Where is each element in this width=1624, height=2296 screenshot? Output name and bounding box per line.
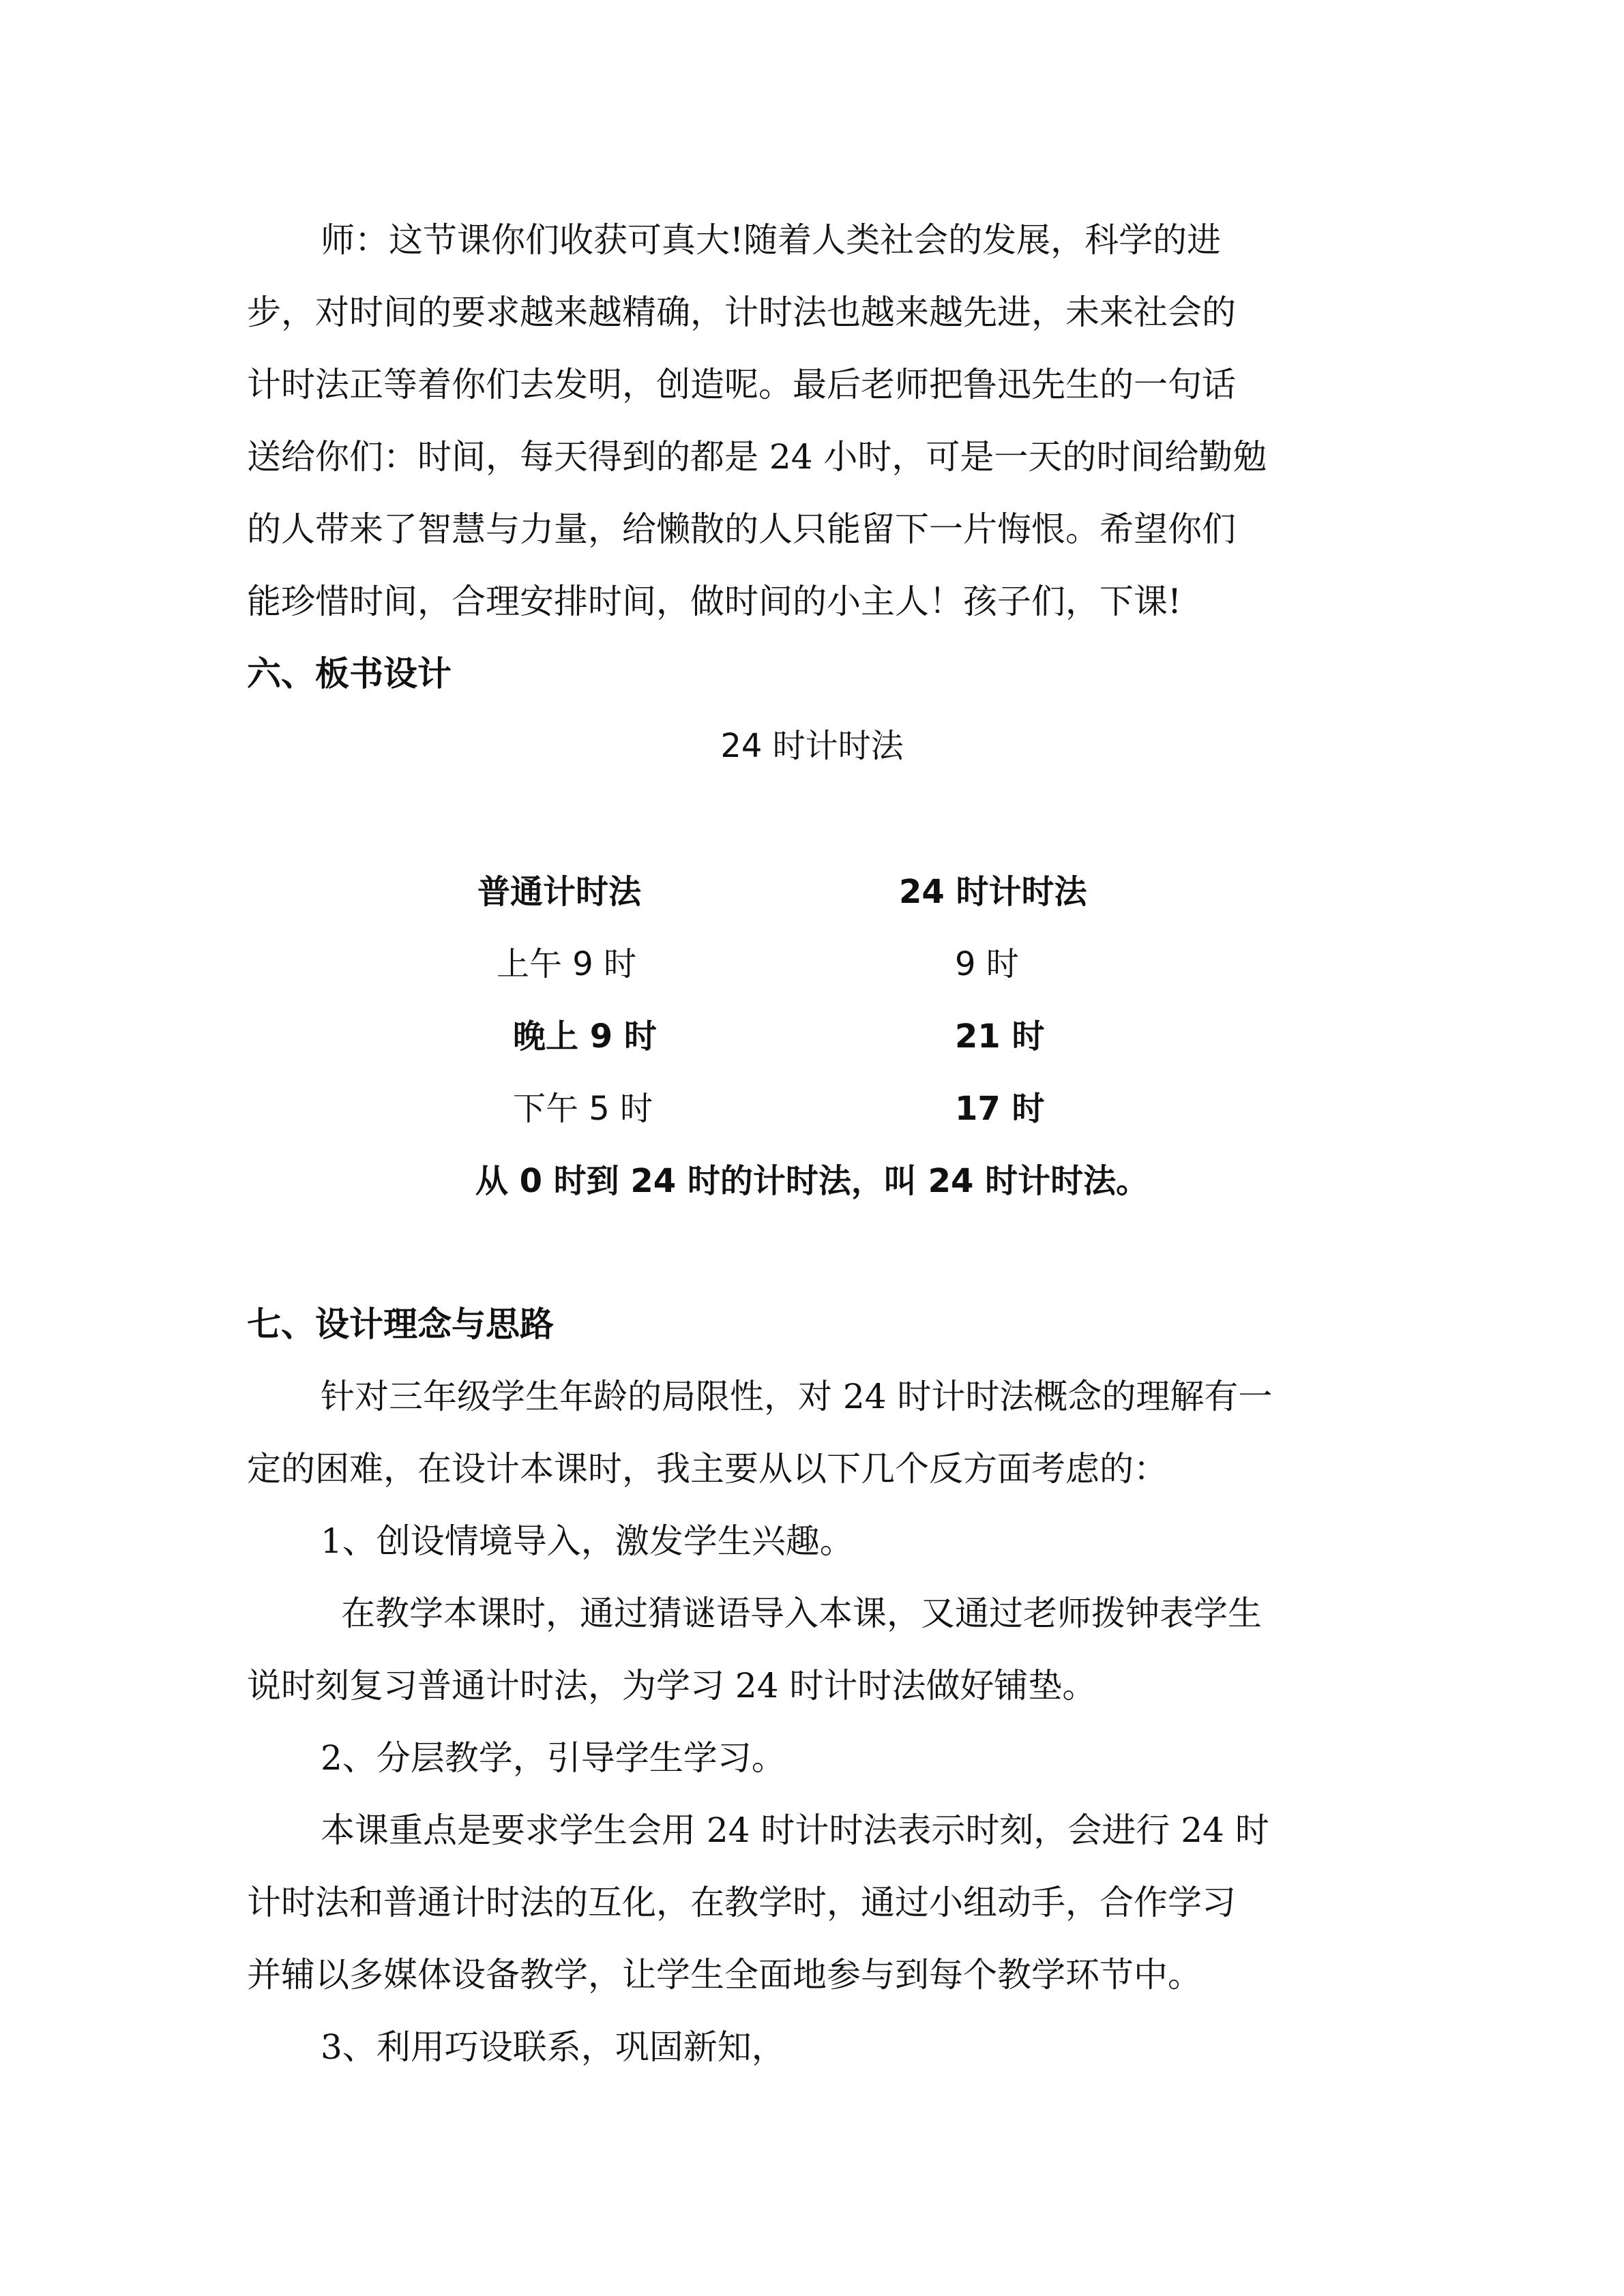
- paragraph-line: 计时法正等着你们去发明，创造呢。最后老师把鲁迅先生的一句话: [247, 365, 1236, 404]
- paragraph-line: 说时刻复习普通计时法，为学习 24 时计时法做好铺垫。: [247, 1666, 1097, 1705]
- paragraph-line: 并辅以多媒体设备教学，让学生全面地参与到每个教学环节中。: [247, 1955, 1202, 1995]
- board-summary: 从 0 时到 24 时的计时法，叫 24 时计时法。: [475, 1162, 1149, 1200]
- paragraph-line: 步，对时间的要求越来越精确，计时法也越来越先进，未来社会的: [247, 293, 1236, 332]
- point-title: 2、分层教学，引导学生学习。: [321, 1738, 786, 1778]
- section-heading: 七、设计理念与思路: [247, 1304, 554, 1344]
- point-title: 1、创设情境导入，激发学生兴趣。: [321, 1521, 854, 1561]
- point-title: 3、利用巧设联系，巩固新知，: [321, 2027, 786, 2067]
- board-title: 24 时计时法: [720, 727, 904, 765]
- board-row-right: 9 时: [955, 945, 1019, 983]
- board-col-right-header: 24 时计时法: [899, 873, 1087, 911]
- board-row-right: 21 时: [955, 1017, 1045, 1056]
- board-col-left-header: 普通计时法: [477, 873, 642, 911]
- board-row-left: 晚上 9 时: [513, 1017, 657, 1056]
- paragraph-line: 在教学本课时，通过猜谜语导入本课，又通过老师拨钟表学生: [341, 1594, 1262, 1633]
- paragraph-line: 定的困难，在设计本课时，我主要从以下几个反方面考虑的：: [247, 1449, 1168, 1489]
- paragraph-line: 能珍惜时间，合理安排时间，做时间的小主人！孩子们，下课!: [247, 582, 1182, 621]
- paragraph-line: 师：这节课你们收获可真大!随着人类社会的发展，科学的进: [321, 220, 1222, 260]
- board-row-left: 上午 9 时: [497, 945, 637, 983]
- paragraph-line: 送给你们：时间，每天得到的都是 24 小时，可是一天的时间给勤勉: [247, 437, 1267, 477]
- board-row-left: 下午 5 时: [513, 1090, 653, 1128]
- board-row-right: 17 时: [955, 1090, 1045, 1128]
- paragraph-line: 计时法和普通计时法的互化，在教学时，通过小组动手，合作学习: [247, 1883, 1236, 1922]
- paragraph-line: 的人带来了智慧与力量，给懒散的人只能留下一片悔恨。希望你们: [247, 509, 1236, 549]
- paragraph-line: 针对三年级学生年龄的局限性，对 24 时计时法概念的理解有一: [321, 1377, 1273, 1416]
- paragraph-line: 本课重点是要求学生会用 24 时计时法表示时刻，会进行 24 时: [321, 1810, 1269, 1850]
- section-heading: 六、板书设计: [247, 654, 452, 694]
